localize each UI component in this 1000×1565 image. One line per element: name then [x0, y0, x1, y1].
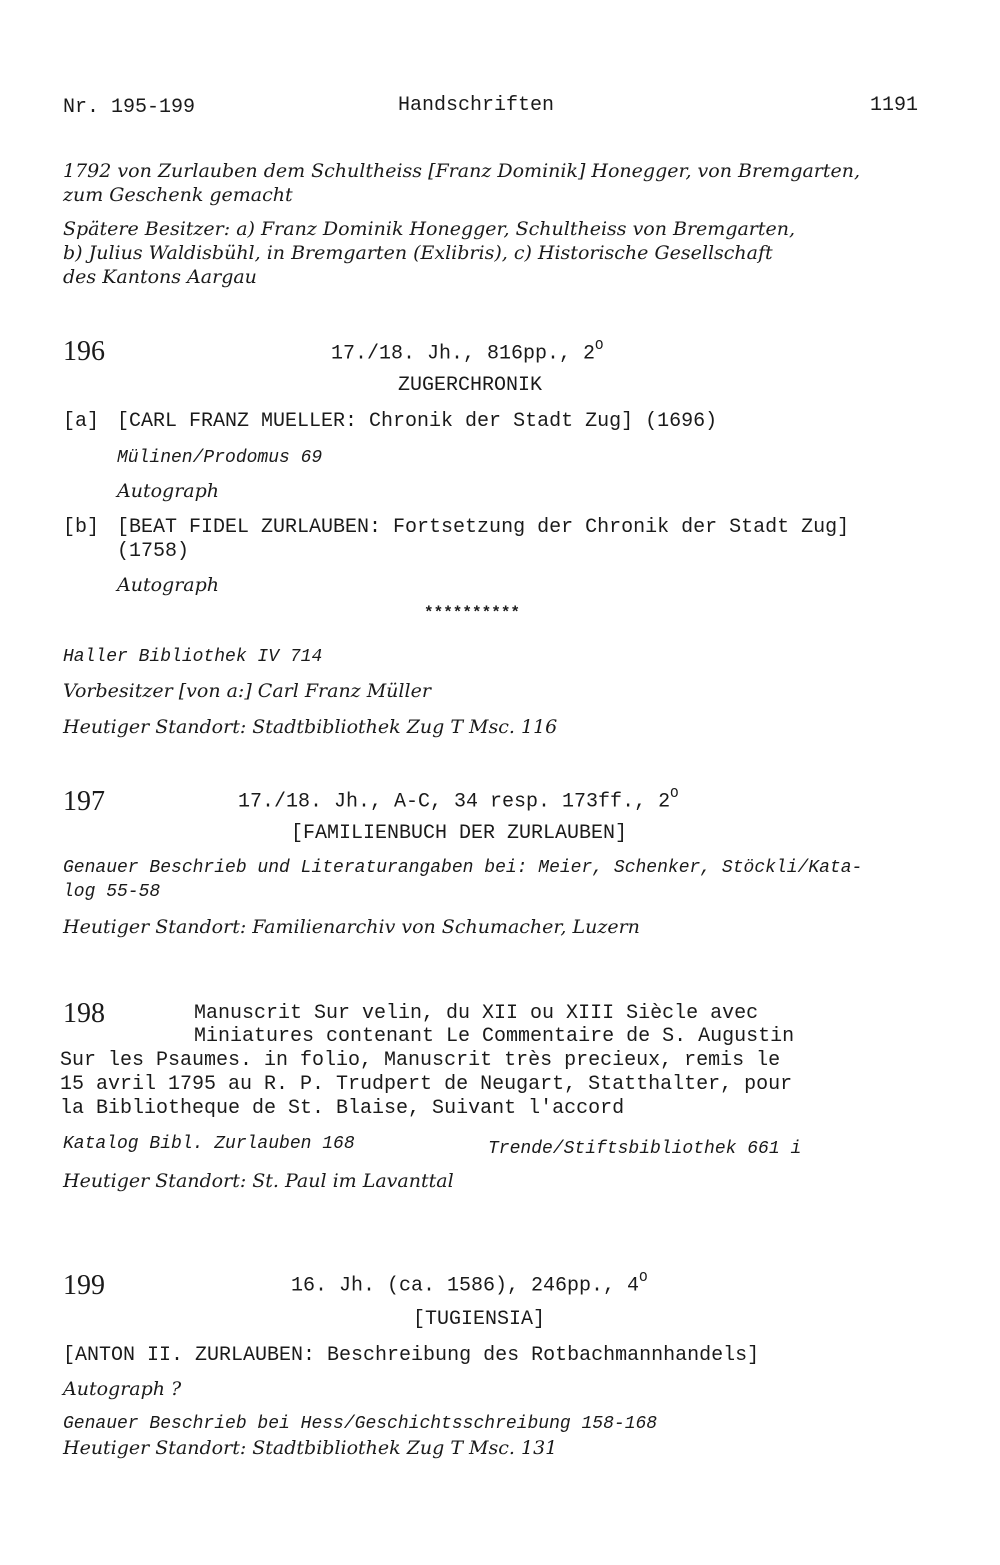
entry199-desc: Genauer Beschrieb bei Hess/Geschichtsschreibung 158-168 [63, 1414, 658, 1434]
entry196-prev-owner: Vorbesitzer [von a:] Carl Franz Müller [63, 680, 431, 702]
running-title: Handschriften [398, 94, 555, 117]
entry199-meta: 16. Jh. (ca. 1586), 246pp., $4^O$ [291, 1270, 648, 1298]
page-range: Nr. 195-199 [63, 96, 196, 119]
entry197-desc2: log 55-58 [63, 882, 161, 902]
entry198-line1: Manuscrit Sur velin, du XII ou XIII Siècle avec [194, 1002, 759, 1025]
entry197-number: 197 [63, 786, 105, 817]
entry196-a-marker: [a] [63, 410, 100, 433]
entry196-b-text2: (1758) [117, 540, 190, 563]
entry198-line4: 15 avril 1795 au R. P. Trudpert de Neugart, Statthalter, pour [60, 1073, 793, 1096]
entry196-a-note: Autograph [117, 480, 220, 502]
entry199-title: [TUGIENSIA] [413, 1308, 546, 1331]
entry199-text: [ANTON II. ZURLAUBEN: Beschreibung des Rotbachmannhandels] [63, 1344, 760, 1367]
section-separator: ********** [424, 604, 521, 622]
entry199-number: 199 [63, 1270, 105, 1301]
entry197-location: Heutiger Standort: Familienarchiv von Schumacher, Luzern [63, 916, 640, 938]
entry198-line5: la Bibliotheque de St. Blaise, Suivant l'accord [60, 1097, 625, 1120]
entry195-owners3: des Kantons Aargau [63, 266, 257, 288]
entry197-meta: 17./18. Jh., A-C, 34 resp. 173ff., $2^O$ [238, 786, 679, 814]
entry198-number: 198 [63, 998, 105, 1029]
entry196-a-text: [CARL FRANZ MUELLER: Chronik der Stadt Zug] (1696) [117, 410, 718, 433]
entry195-owners2: b) Julius Waldisbühl, in Bremgarten (Exlibris), c) Historische Gesellschaft [63, 242, 773, 264]
entry199-note: Autograph ? [63, 1378, 182, 1400]
page-number: 1191 [870, 94, 919, 117]
entry195-line2: zum Geschenk gemacht [63, 184, 293, 206]
entry198-ref-left: Katalog Bibl. Zurlauben 168 [63, 1134, 355, 1154]
entry195-line1: 1792 von Zurlauben dem Schultheiss [Franz Dominik] Honegger, von Bremgarten, [63, 160, 861, 182]
entry197-title: [FAMILIENBUCH DER ZURLAUBEN] [291, 822, 628, 845]
entry196-meta: 17./18. Jh., 816pp., $2^O$ [331, 338, 604, 366]
entry198-line2: Miniatures contenant Le Commentaire de S. Augustin [194, 1025, 795, 1048]
entry195-owners1: Spätere Besitzer: a) Franz Dominik Honegger, Schultheiss von Bremgarten, [63, 218, 796, 240]
entry196-a-ref: Mülinen/Prodomus 69 [117, 448, 323, 468]
entry199-location: Heutiger Standort: Stadtbibliothek Zug T Msc. 131 [63, 1437, 558, 1459]
entry197-desc1: Genauer Beschrieb und Literaturangaben bei: Meier, Schenker, Stöckli/Kata- [63, 858, 863, 878]
entry196-b-text1: [BEAT FIDEL ZURLAUBEN: Fortsetzung der Chronik der Stadt Zug] [117, 516, 850, 539]
entry196-b-marker: [b] [63, 516, 100, 539]
entry196-b-note: Autograph [117, 574, 220, 596]
entry198-line3: Sur les Psaumes. in folio, Manuscrit très precieux, remis le [60, 1049, 781, 1072]
entry198-location: Heutiger Standort: St. Paul im Lavanttal [63, 1170, 454, 1192]
entry196-number: 196 [63, 336, 105, 367]
entry196-haller: Haller Bibliothek IV 714 [63, 647, 323, 667]
entry196-title: ZUGERCHRONIK [398, 374, 543, 397]
entry196-location: Heutiger Standort: Stadtbibliothek Zug T Msc. 116 [63, 716, 558, 738]
entry198-ref-right: Trende/Stiftsbibliothek 661 i [488, 1139, 802, 1159]
